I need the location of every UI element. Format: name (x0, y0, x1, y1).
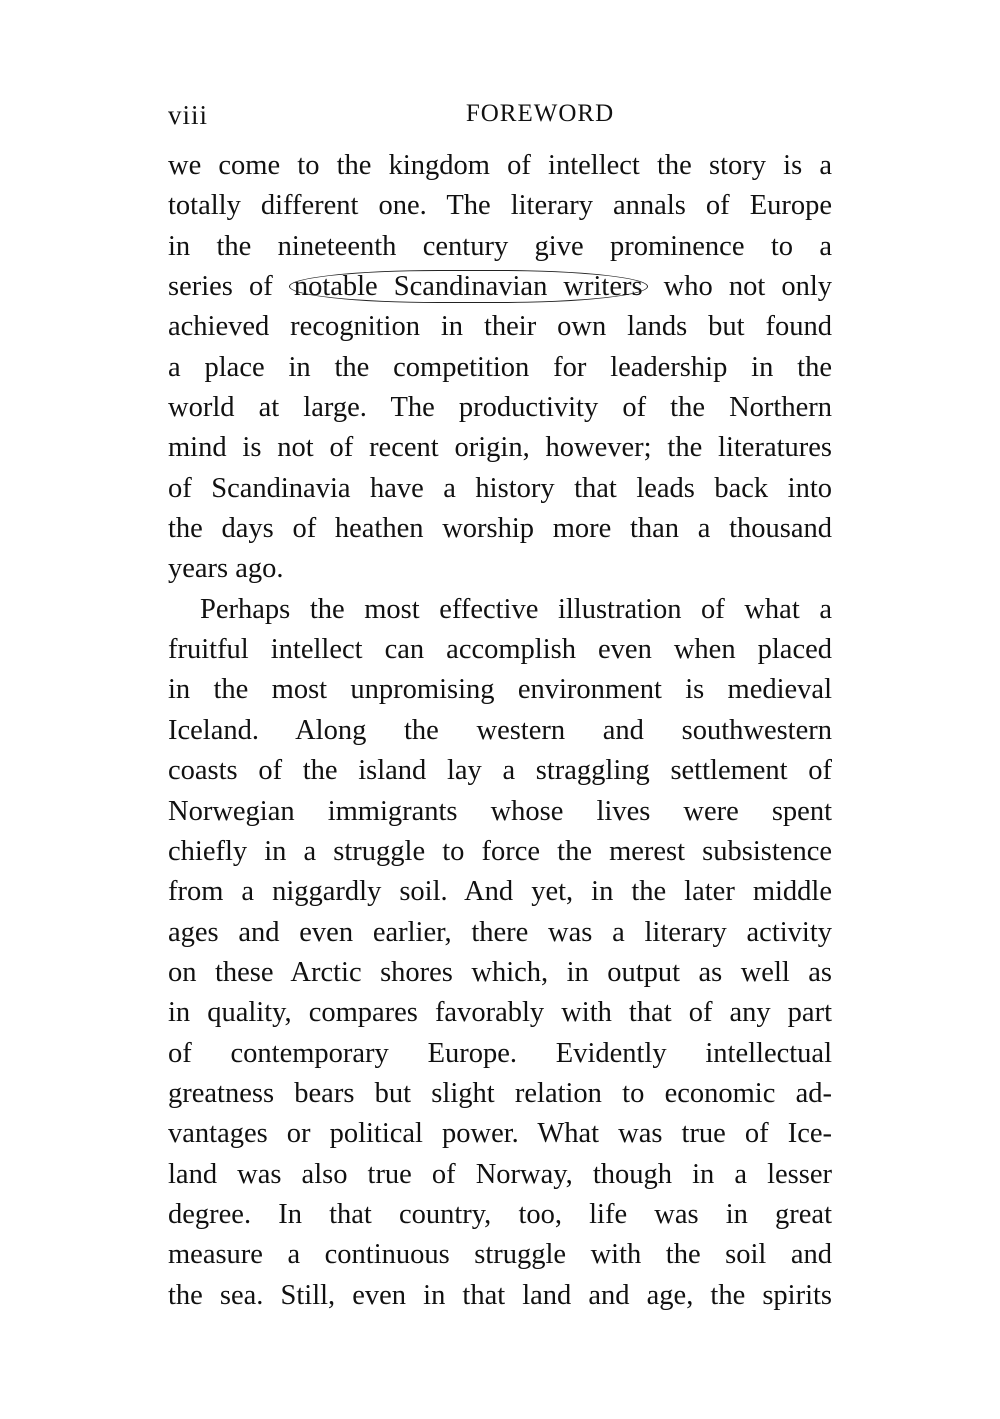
text-line: in the most unpromising environment is medieval (168, 674, 832, 706)
text-line: in the nineteenth century give prominence to a (168, 230, 832, 262)
text-line-bracketed: Iceland. Along the western and southwestern (168, 714, 832, 746)
text-line-paragraph-end: years ago. (168, 553, 284, 585)
text-line: ages and even earlier, there was a literary activity (168, 916, 832, 948)
text-line: greatness bears but slight relation to economic ad- (168, 1077, 832, 1109)
text-line: coasts of the island lay a straggling settlement of (168, 755, 832, 787)
text-line-circled: series of notable Scandinavian writers who not only (168, 271, 832, 303)
text-line: a place in the competition for leadership in the (168, 351, 832, 383)
body-text (168, 146, 832, 1316)
text-line: mind is not of recent origin, however; the literatures (168, 432, 832, 464)
circled-phrase: notable Scandinavian writers (289, 270, 648, 303)
text-line: measure a continuous struggle with the soil and (168, 1239, 832, 1271)
text-line: fruitful intellect can accomplish even when placed (168, 634, 832, 666)
text-line-bracketed: of contemporary Europe. Evidently intellectual (168, 1037, 832, 1069)
running-head (168, 100, 832, 136)
text-line: we come to the kingdom of intellect the story is a (168, 150, 832, 181)
text-line: chiefly in a struggle to force the merest subsistence (168, 835, 832, 867)
text-line: totally different one. The literary annals of Europe (168, 190, 832, 222)
text-line: Norwegian immigrants whose lives were spent (168, 795, 832, 827)
text-line: the days of heathen worship more than a thousand (168, 513, 832, 545)
text-line-paragraph-start: Perhaps the most effective illustration of what a (200, 593, 832, 625)
text-line: world at large. The productivity of the Northern (168, 392, 832, 424)
text-line: achieved recognition in their own lands but found (168, 311, 832, 343)
text-line: of Scandinavia have a history that leads back into (168, 472, 832, 504)
text-line: degree. In that country, too, life was in great (168, 1198, 832, 1230)
text-line: on these Arctic shores which, in output as well as (168, 956, 832, 988)
page-number: viii (168, 100, 209, 130)
text-line: land was also true of Norway, though in a lesser (168, 1158, 832, 1190)
text-line: in quality, compares favorably with that of any part (168, 997, 832, 1029)
section-title: FOREWORD (465, 100, 615, 127)
text-line: the sea. Still, even in that land and age, the spirits (168, 1279, 832, 1311)
text-line: from a niggardly soil. And yet, in the later middle (168, 876, 832, 908)
text-line-bracketed: vantages or political power. What was true of Ice- (168, 1118, 832, 1150)
